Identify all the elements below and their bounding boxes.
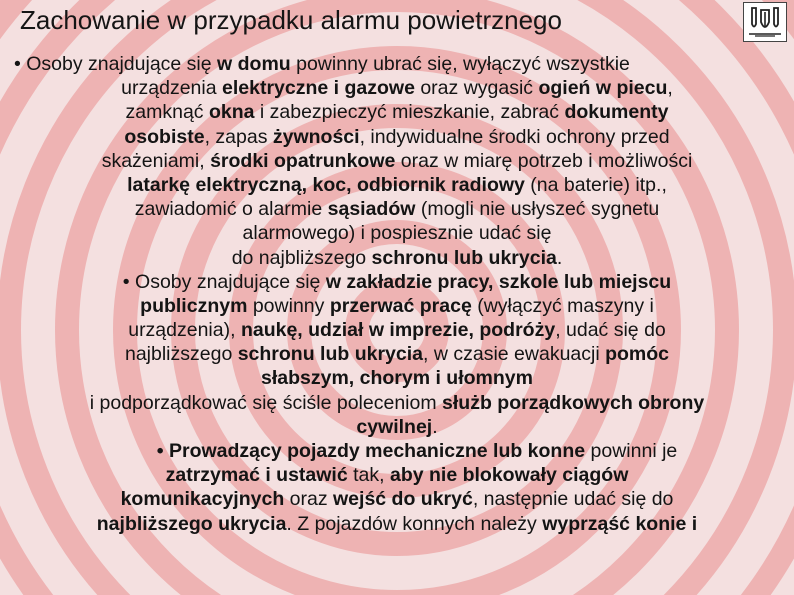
bold-text: zatrzymać i ustawić <box>165 464 348 487</box>
text-segment: , udać się do <box>555 319 666 342</box>
text-line <box>0 100 794 124</box>
text-segment: i podporządkować się ściśle poleceniom <box>89 391 443 414</box>
text-segment: powinny ubrać się, wyłączyć wszystkie <box>290 53 630 75</box>
text-segment: najbliższego <box>124 343 238 366</box>
text-segment: powinni je <box>585 440 678 462</box>
bold-text: najbliższego ukrycia <box>96 512 287 535</box>
text-segment: , <box>667 77 673 100</box>
bold-text: naukę, udział w imprezie, podróży <box>240 319 556 342</box>
bold-text: schronu lub ukrycia <box>371 246 557 269</box>
text-segment: (wyłączyć maszyny i <box>471 294 654 317</box>
civil-defense-emblem-icon <box>743 2 787 42</box>
text-segment: skażeniami, <box>101 149 211 172</box>
text-segment: (na baterie) itp., <box>524 173 667 196</box>
text-segment: alarmowego) i pospiesznie udać się <box>242 222 552 245</box>
text-line <box>0 270 794 294</box>
bold-text: elektryczne i gazowe <box>222 77 415 100</box>
text-segment: , indywidualne środki ochrony przed <box>359 125 670 148</box>
text-segment: tak, <box>347 464 390 487</box>
text-line <box>0 318 794 342</box>
bold-text: publicznym <box>140 294 248 317</box>
bold-text: służb porządkowych obrony <box>442 391 705 414</box>
bold-text: środki opatrunkowe <box>210 149 396 172</box>
bold-text: aby nie blokowały ciągów <box>389 464 629 487</box>
text-segment: urządzenia <box>121 77 222 100</box>
text-segment: (mogli nie usłyszeć sygnetu <box>415 198 660 221</box>
text-segment: , następnie udać się do <box>472 488 674 511</box>
slide-body <box>0 52 794 536</box>
bold-text: okna <box>208 101 255 124</box>
text-line <box>0 439 794 463</box>
text-segment: . <box>556 246 563 269</box>
text-segment: powinny <box>247 294 330 317</box>
text-line <box>0 463 794 487</box>
bold-text: przerwać pracę <box>329 294 472 317</box>
text-segment: . Z pojazdów konnych należy <box>286 512 543 535</box>
page-title: Zachowanie w przypadku alarmu powietrznego <box>20 5 562 35</box>
text-segment: oraz wygasić <box>414 77 539 100</box>
text-line <box>0 415 794 439</box>
text-segment: i zabezpieczyć mieszkanie, zabrać <box>254 101 565 124</box>
text-segment: oraz <box>284 488 334 511</box>
bold-text: ogień w piecu <box>538 77 668 100</box>
bold-text: komunikacyjnych <box>120 488 285 511</box>
bold-text: w domu <box>217 53 291 75</box>
text-line <box>0 391 794 415</box>
text-line <box>0 512 794 536</box>
text-segment: , w czasie ewakuacji <box>423 343 606 366</box>
text-line <box>0 197 794 221</box>
text-line <box>0 221 794 245</box>
bold-text: w zakładzie pracy, szkole lub miejscu <box>325 270 672 293</box>
text-segment: , zapas <box>204 125 273 148</box>
text-line <box>0 366 794 390</box>
text-line <box>0 173 794 197</box>
text-line <box>0 246 794 270</box>
text-line <box>0 294 794 318</box>
text-segment: zawiadomić o alarmie <box>134 198 328 221</box>
text-line <box>0 149 794 173</box>
bold-text: dokumenty <box>564 101 669 124</box>
bold-text: osobiste <box>124 125 205 148</box>
text-line <box>0 76 794 100</box>
text-segment: zamknąć <box>125 101 209 124</box>
bold-text: wyprząść konie i <box>542 512 698 535</box>
bold-text: schronu lub ukrycia <box>237 343 424 366</box>
bold-text: • Prowadzący pojazdy mechaniczne lub konne <box>156 440 586 462</box>
text-segment: • Osoby znajdujące się <box>122 270 326 293</box>
bold-text: sąsiadów <box>327 198 416 221</box>
text-line <box>0 487 794 511</box>
text-segment: . <box>432 415 438 438</box>
text-segment: • Osoby znajdujące się <box>14 53 218 75</box>
bold-text: żywności <box>272 125 360 148</box>
text-line <box>0 125 794 149</box>
text-line <box>0 342 794 366</box>
bold-text: wejść do ukryć <box>333 488 473 511</box>
bold-text: cywilnej <box>356 415 433 438</box>
bold-text: pomóc <box>605 343 670 366</box>
text-line <box>0 52 794 76</box>
text-segment: do najbliższego <box>231 246 372 269</box>
bold-text: latarkę elektryczną, koc, odbiornik radiowy <box>127 173 525 196</box>
bold-text: słabszym, chorym i ułomnym <box>260 367 533 390</box>
text-segment: urządzenia), <box>128 319 241 342</box>
text-segment: oraz w miarę potrzeb i możliwości <box>395 149 693 172</box>
